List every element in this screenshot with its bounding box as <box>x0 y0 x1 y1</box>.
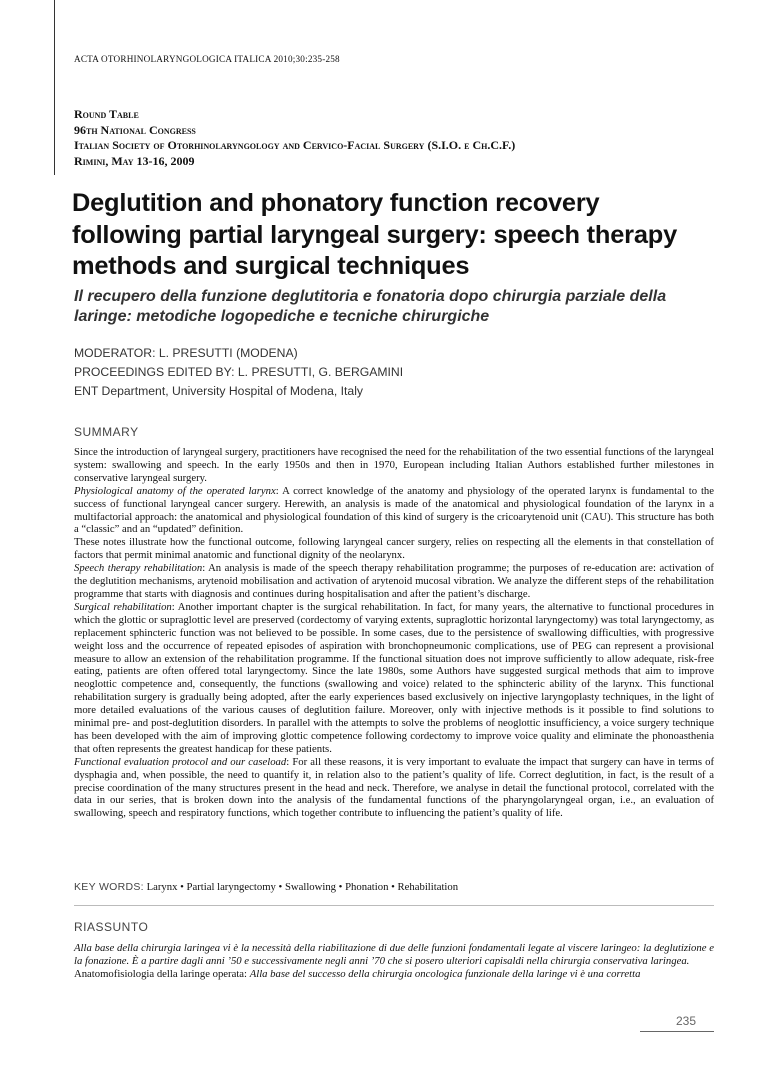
summary-subhead: Physiological anatomy of the operated larynx <box>74 484 276 497</box>
keywords-list: Larynx • Partial laryngectomy • Swallowing • Phonation • Rehabilitation <box>143 881 459 893</box>
riassunto-subhead: Anatomofisiologia della laringe operata: <box>74 967 250 980</box>
section-divider <box>74 905 714 906</box>
summary-subhead: Functional evaluation protocol and our caseload <box>74 755 287 768</box>
summary-paragraph: These notes illustrate how the functional outcome, following laryngeal cancer surgery, relies on respecting all the elements in that constellation of factors that permit minimal anatomic and functional dignity of the neolarynx. <box>74 536 714 562</box>
article-title: Deglutition and phonatory function recovery following partial laryngeal surgery: speech therapy methods and surgical techniques <box>72 189 677 280</box>
margin-rule <box>54 0 55 175</box>
keywords-label: KEY WORDS: <box>74 881 144 893</box>
venue-date: Rimini, May 13-16, 2009 <box>74 153 195 168</box>
keywords <box>74 881 458 893</box>
summary-paragraph <box>74 756 714 821</box>
summary-subhead: Speech therapy rehabilitation <box>74 562 203 575</box>
page-number-rule <box>640 1031 714 1032</box>
riassunto-text: Alla base del successo della chirurgia oncologica funzionale della laringe vi è una corretta <box>249 967 641 980</box>
riassunto-paragraph <box>74 968 714 981</box>
riassunto-paragraph: Alla base della chirurgia laringea vi è la necessità della riabilitazione di due delle funzioni fondamentali legate al viscere laringeo: la deglutizione e la fonazione. È a partire dagli anni ’50 e successivamente negli anni ’70 che si posero ulteriori capisaldi nella chirurgia conservativa laringea. <box>74 942 714 967</box>
summary-paragraph <box>74 562 714 601</box>
journal-citation: ACTA OTORHINOLARYNGOLOGICA ITALICA 2010;30:235-258 <box>74 54 340 64</box>
round-table-header <box>74 107 515 169</box>
summary-text: : For all these reasons, it is very important to evaluate the impact that surgery can have in terms of dysphagia and, when possible, the need to quantify it, in relation also to the patient’s quality of life. Correct deglutition, in fact, is the result of a precise coordination of the many structures present in the head and neck. Therefore, we analyse in detail the functional protocol, correlated with the data in our series, that is broken down into the analysis of the fundamental functions of the pharyngolaryngeal organ, i.e., an evaluation of swallowing, speech and respiratory functions, which together contribute to influencing the patient’s quality of life. <box>74 755 715 820</box>
affiliation: ENT Department, University Hospital of Modena, Italy <box>74 384 364 398</box>
summary-text: : A correct knowledge of the anatomy and physiology of the operated larynx is fundamental to the success of functional laryngeal cancer surgery. Herewith, an analysis is made of the anatomical and physiological foundation of the larynx in a multifactorial approach: the anatomical and physiological foundation of this kind of surgery is the cricoarytenoid unit (CAU). This structure has both a “classic” and an “updated” definition. <box>74 484 714 536</box>
proceedings-editors: PROCEEDINGS EDITED BY: L. PRESUTTI, G. BERGAMINI <box>74 365 404 379</box>
article-subtitle-italian: Il recupero della funzione deglutitoria e fonatoria dopo chirurgia parziale della laringe: metodiche logopediche e tecniche chirurgiche <box>74 288 667 325</box>
summary-text: : An analysis is made of the speech therapy rehabilitation programme; the purposes of re-education are: activation of the deglutition mechanisms, arytenoid mobilisation and activation of arytenoid mucosal vibration. We analyze the different steps of the rehabilitation programme that starts with diagnosis and continues during hospitalisation and after the patient’s discharge. <box>74 562 714 600</box>
riassunto-heading: RIASSUNTO <box>74 920 149 934</box>
summary-body <box>74 446 714 820</box>
page-number: 235 <box>676 1014 697 1028</box>
society-label: Italian Society of Otorhinolaryngology and Cervico-Facial Surgery (S.I.O. e Ch.C.F.) <box>74 138 516 152</box>
summary-paragraph <box>74 485 714 537</box>
moderator: MODERATOR: L. PRESUTTI (MODENA) <box>74 346 298 360</box>
summary-paragraph <box>74 601 714 756</box>
round-table-label: Round Table <box>74 107 139 121</box>
summary-heading: SUMMARY <box>74 425 139 439</box>
riassunto-body <box>74 942 714 981</box>
summary-subhead: Surgical rehabilitation <box>74 600 172 613</box>
congress-label: 96th National Congress <box>74 122 196 137</box>
summary-paragraph: Since the introduction of laryngeal surgery, practitioners have recognised the need for the rehabilitation of the two essential functions of the laryngeal system: swallowing and speech. In the early 1950s and then in 1970, European including Italian Authors established further milestones in conservative laryngeal surgery. <box>74 446 714 484</box>
summary-text: : Another important chapter is the surgical rehabilitation. In fact, for many years, the alternative to functional procedures in which the glottic or supraglottic level are preserved (cordectomy of varying extents, supraglottic horizontal laryngectomy) was total laryngectomy, as replacement sphincteric function was not believed to be possible. In some cases, due to the persistence of swallowing difficulties, with progressive weight loss and the occurrence of repeated episodes of aspiration with bronchopneumonic complications, use of PEG can represent a provisional measure to allow an extension of the rehabilitation programme. If the functional situation does not improve sufficiently to allow adequate, risk-free eating, patients are often offered total laryngectomy. Since the late 1980s, some Authors have suggested surgical methods that aim to improve neoglottic competence and, consequently, the functions (swallowing and voice) related to the sphincteric ability of the larynx. This functional rehabilitation surgery is gradually being adopted, after the early experiences based exclusively on injective laryngoplasty techniques, in the light of more detailed evaluations of the various causes of deglutition failure. Moreover, only with injective methods is it possible to find solutions to minimal pre- and post-deglutition disorders. In parallel with the attempts to solve the problems of neoglottic insufficiency, a voice surgery technique has been developed with the aim of improving glottic competence following cordectomy to improve voice quality and eliminate the phonoasthenia that often represents the greatest handicap for these patients. <box>74 600 714 755</box>
